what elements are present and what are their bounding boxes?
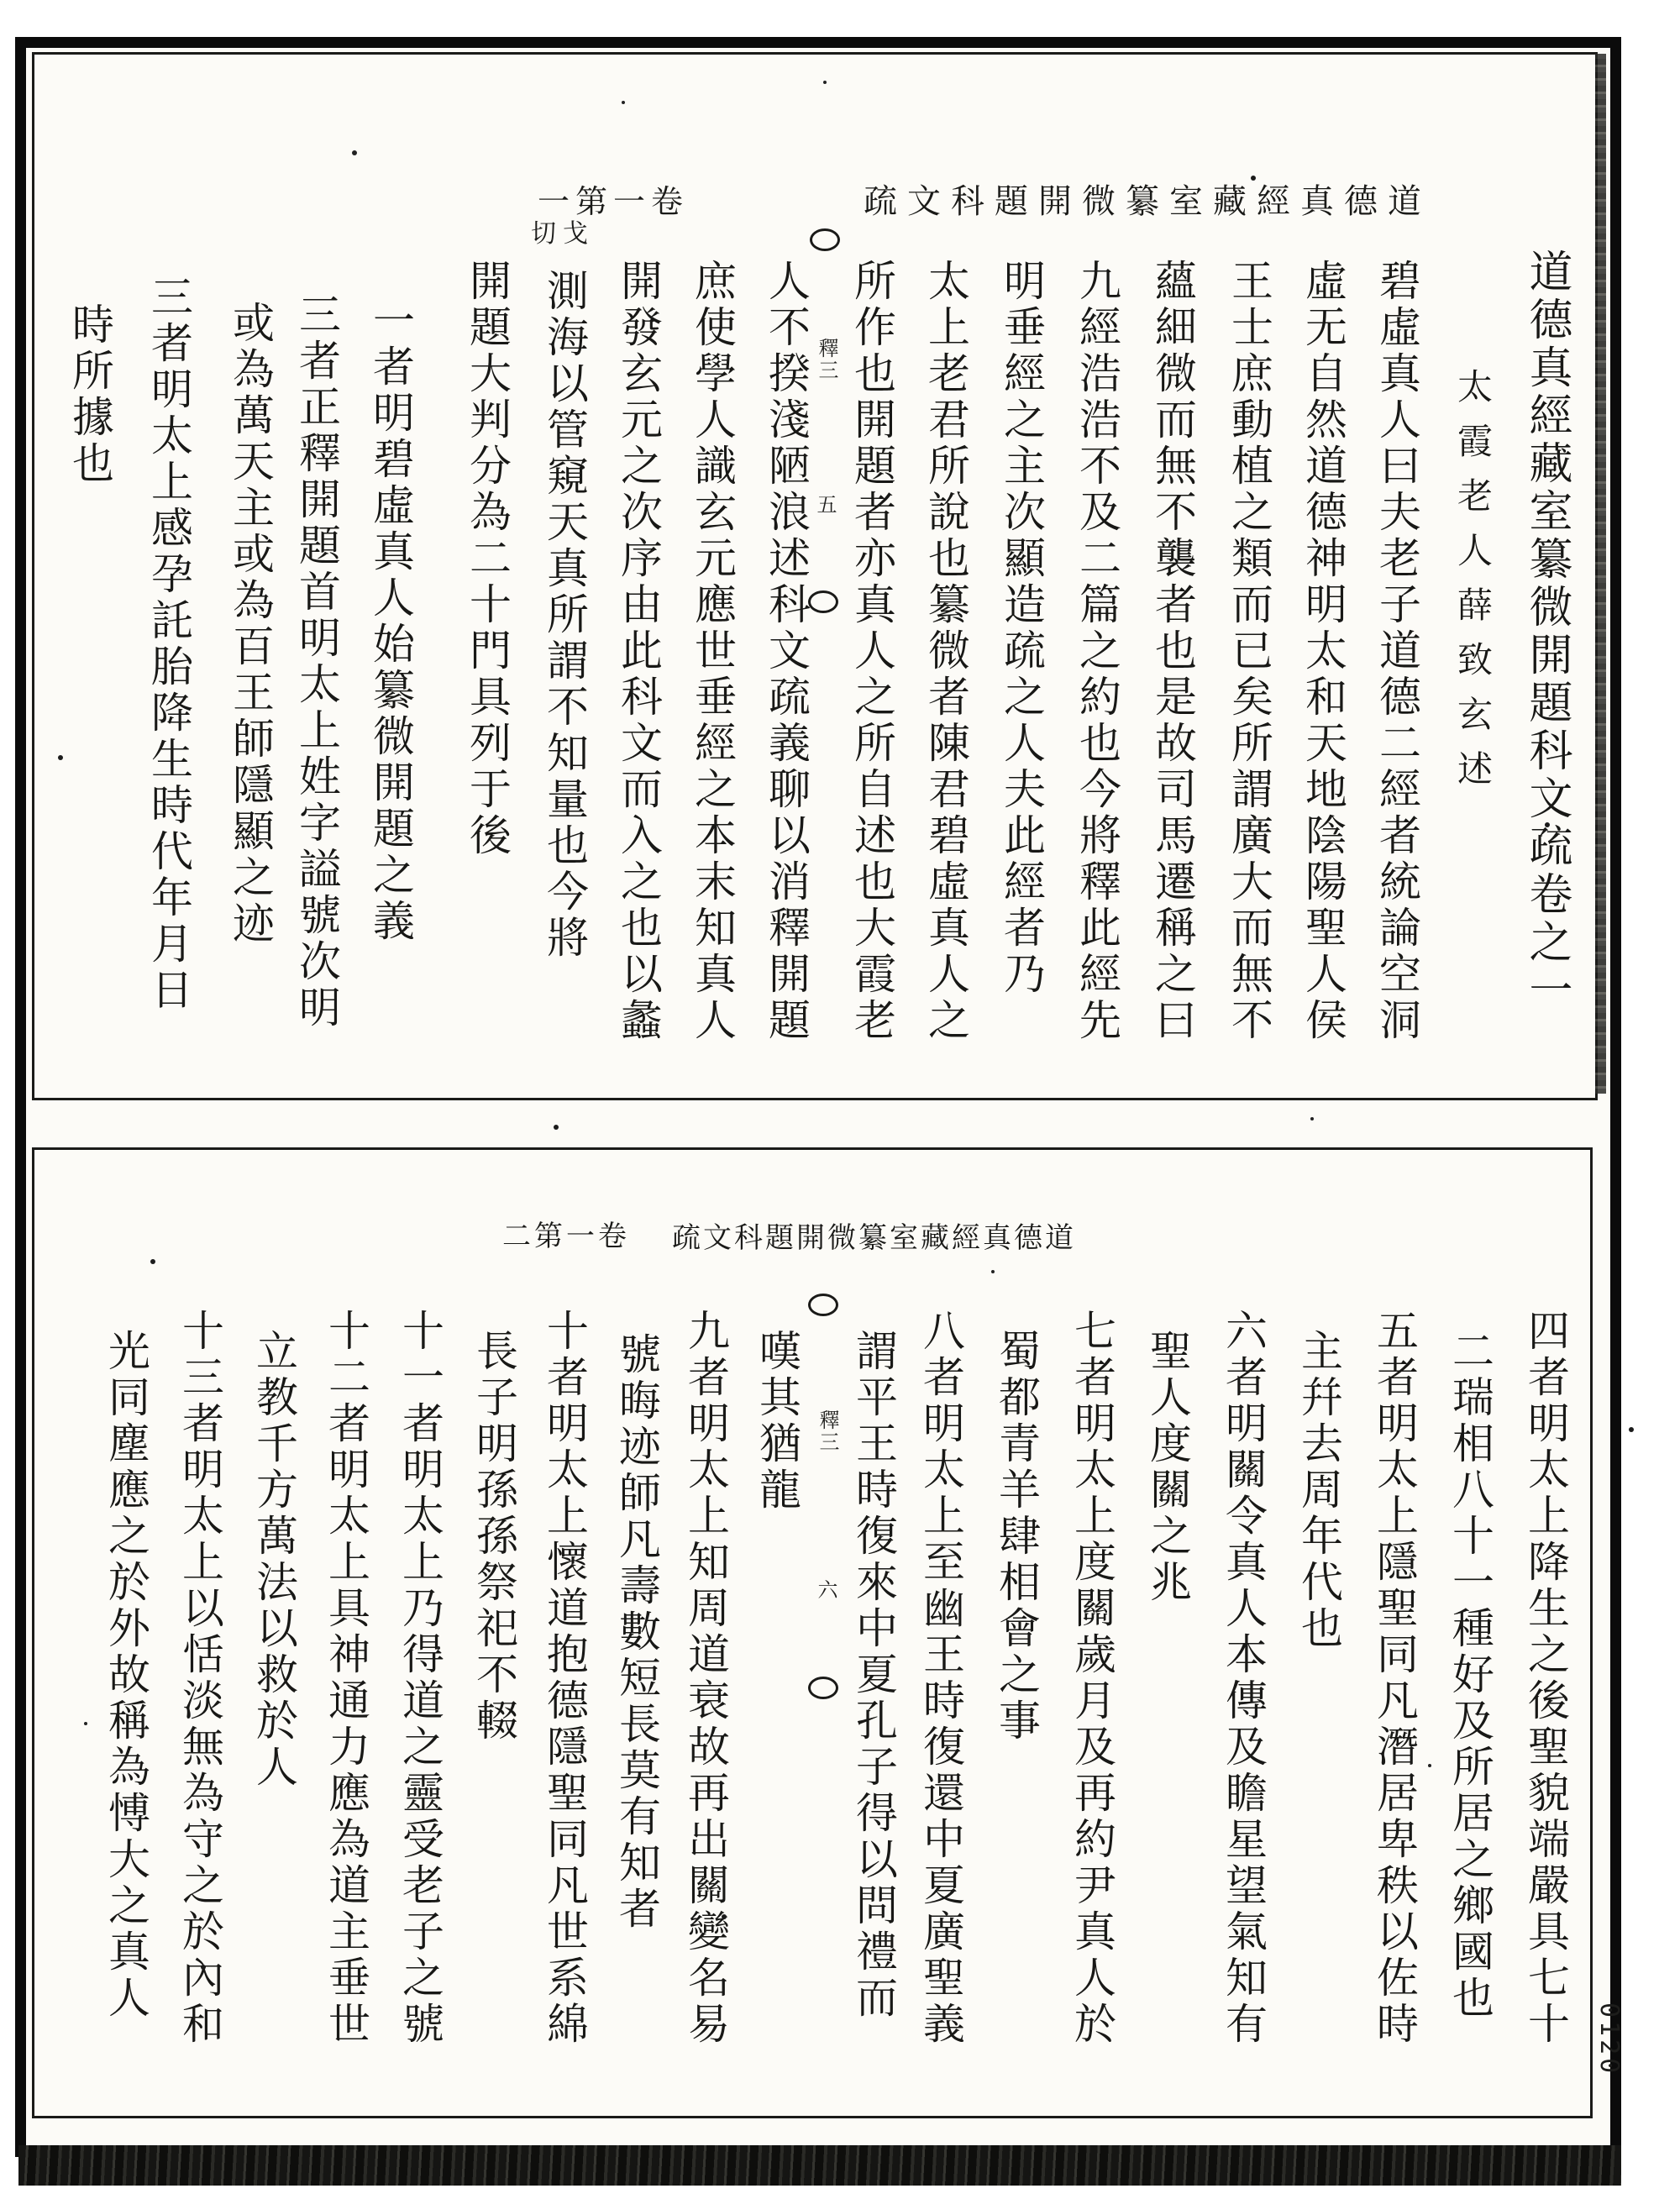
text-column: 碧虛真人曰夫老子道德二經者統論空洞	[1373, 259, 1420, 1044]
text-column: 十一者明太上乃得道之靈受老子之號	[396, 1309, 444, 2048]
text-column: 聖人度關之兆	[1144, 1329, 1191, 1606]
text-column: 三者正釋開題首明太上姓字謚號次明	[293, 292, 340, 1031]
text-column: 道德真經藏室纂微開題科文疏卷之一	[1522, 249, 1570, 1015]
scan-speckle-noise	[0, 0, 3, 3]
text-column: 立教千方萬法以救於人	[250, 1329, 297, 1791]
text-column: 或為萬天主或為百王師隱顯之迹	[227, 301, 274, 947]
text-column: 蘊細微而無不襲者也是故司馬遷稱之曰	[1149, 259, 1196, 1044]
text-column: 六者明關令真人本傳及瞻星望氣知有	[1220, 1309, 1267, 2048]
text-column: 虛无自然道德神明太和天地陰陽聖人侯	[1299, 259, 1347, 1044]
text-column: 明垂經之主次顯造疏之人夫此經者乃	[998, 259, 1045, 998]
text-column: 太霞老人薛致玄述	[1452, 368, 1491, 805]
text-column: 九經浩浩不及二篇之約也今將釋此經先	[1074, 259, 1121, 1044]
scan-edge-noise	[1595, 54, 1606, 1094]
collation-note: 釋三	[816, 1409, 837, 1453]
text-column: 三者明太上感孕託胎降生時代年月日	[145, 275, 192, 1014]
text-column: 五者明太上隱聖同凡潛居卑秩以佐時	[1371, 1309, 1418, 2048]
collation-note: 切戈	[531, 220, 595, 248]
running-header-title-upper: 疏文科題開微纂室藏經真德道	[864, 182, 1431, 220]
text-column: 人不揆淺陋浪述科文疏義聊以消釋開題	[763, 259, 810, 1044]
text-column: 十二者明太上具神通力應為道主垂世	[323, 1309, 370, 2048]
text-column: 二瑞相八十一種好及所居之鄉國也	[1446, 1329, 1494, 2022]
text-column: 七者明太上度關歲月及再約尹真人於	[1068, 1309, 1116, 2048]
running-header-folio-upper: 一第一卷	[538, 185, 690, 220]
text-column: 號晦迹師凡壽數短長莫有知者	[613, 1332, 660, 1933]
section-divider-circle	[808, 1294, 838, 1316]
text-column: 蜀都青羊肆相會之事	[993, 1329, 1040, 1745]
text-column: 長子明孫孫祭祀不輟	[470, 1329, 517, 1745]
text-column: 九者明太上知周道衰故再出關變名易	[682, 1309, 729, 2048]
text-column: 所作也開題者亦真人之所自述也大霞老	[848, 259, 895, 1044]
section-divider-circle	[808, 590, 838, 613]
running-header-folio-lower: 二第一卷	[502, 1221, 630, 1252]
text-column: 光同塵應之於外故稱為愽大之真人	[102, 1329, 150, 2022]
text-column: 測海以管窺天真所謂不知量也今將	[541, 269, 588, 962]
text-column: 時所據也	[66, 302, 113, 487]
section-divider-circle	[808, 1677, 838, 1699]
running-header-title-lower: 疏文科題開微纂室藏經真德道	[672, 1223, 1076, 1254]
section-divider-circle	[810, 228, 840, 251]
text-column: 一者明碧虛真人始纂微開題之義	[367, 298, 414, 945]
text-column: 十三者明太上以恬淡無為守之於內和	[176, 1309, 223, 2048]
text-column: 開發玄元之次序由此科文而入之也以蠡	[615, 259, 662, 1044]
text-column: 太上老君所說也纂微者陳君碧虛真人之	[922, 259, 969, 1044]
collation-note: 釋三	[815, 338, 837, 381]
collation-note: 六	[814, 1579, 836, 1601]
text-column: 八者明太上至幽王時復還中夏廣聖義	[917, 1309, 964, 2048]
text-column: 王士庶動植之類而已矣所謂廣大而無不	[1226, 259, 1273, 1044]
text-column: 四者明太上降生之後聖貌端嚴具七十	[1522, 1309, 1569, 2048]
collation-note: 五	[813, 494, 835, 516]
text-column: 謂平王時復來中夏孔子得以問禮而	[850, 1329, 897, 2022]
scan-gutter-shadow	[18, 2145, 1621, 2186]
text-column: 十者明太上懷道抱德隱聖同凡世系綿	[541, 1309, 588, 2048]
text-column: 主幷去周年代也	[1295, 1329, 1342, 1652]
text-column: 開題大判分為二十門具列于後	[464, 259, 511, 859]
text-column: 庶使學人識玄元應世垂經之本末知真人	[689, 259, 736, 1044]
page-number: 0120	[1594, 2002, 1624, 2077]
text-column: 嘆其猶龍	[753, 1329, 801, 1514]
